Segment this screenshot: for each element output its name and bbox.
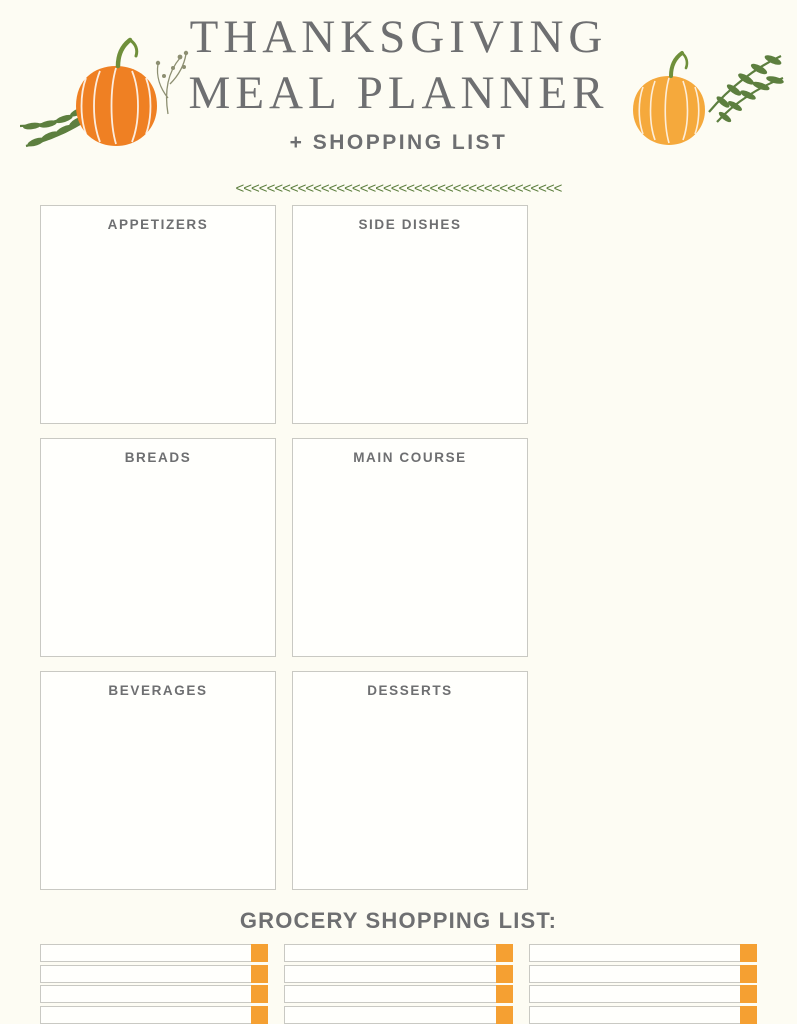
grocery-list-row[interactable] <box>284 965 512 983</box>
page-header <box>0 0 797 205</box>
grocery-item-input[interactable] <box>40 944 251 962</box>
grocery-item-checkbox[interactable] <box>251 965 268 983</box>
grocery-list-row[interactable] <box>529 944 757 962</box>
grocery-item-checkbox[interactable] <box>496 1006 513 1024</box>
grocery-list-row[interactable] <box>40 944 268 962</box>
meal-category-grid <box>40 205 757 890</box>
grocery-list-columns <box>40 944 757 1024</box>
grocery-column-1 <box>40 944 268 1024</box>
grocery-column-2 <box>284 944 512 1024</box>
grocery-item-input[interactable] <box>529 944 740 962</box>
grocery-column-3 <box>529 944 757 1024</box>
grocery-item-checkbox[interactable] <box>740 944 757 962</box>
grocery-item-input[interactable] <box>529 985 740 1003</box>
grocery-list-row[interactable] <box>40 965 268 983</box>
grocery-list-row[interactable] <box>40 1006 268 1024</box>
grocery-item-checkbox[interactable] <box>251 985 268 1003</box>
grocery-list-row[interactable] <box>529 965 757 983</box>
grocery-item-checkbox[interactable] <box>251 944 268 962</box>
grocery-item-input[interactable] <box>529 965 740 983</box>
grocery-list-row[interactable] <box>284 944 512 962</box>
category-box-main-course[interactable] <box>292 438 528 657</box>
grocery-list-row[interactable] <box>40 985 268 1003</box>
category-box-breads[interactable] <box>40 438 276 657</box>
grocery-list-heading: GROCERY SHOPPING LIST: <box>239 908 558 933</box>
page-subtitle: + SHOPPING LIST <box>289 131 508 154</box>
grocery-item-checkbox[interactable] <box>251 1006 268 1024</box>
category-label: DESSERTS <box>367 683 453 698</box>
grocery-item-input[interactable] <box>284 1006 495 1024</box>
grocery-list-row[interactable] <box>284 985 512 1003</box>
page-title-line-1: THANKSGIVING <box>189 11 608 63</box>
category-box-beverages[interactable] <box>40 671 276 890</box>
category-box-side-dishes[interactable] <box>292 205 528 424</box>
category-label: BEVERAGES <box>108 683 208 698</box>
category-box-desserts[interactable] <box>292 671 528 890</box>
category-label: BREADS <box>124 450 192 465</box>
grocery-item-checkbox[interactable] <box>740 985 757 1003</box>
grocery-item-input[interactable] <box>529 1006 740 1024</box>
grocery-item-checkbox[interactable] <box>496 965 513 983</box>
category-label: APPETIZERS <box>107 217 209 232</box>
grocery-list-row[interactable] <box>284 1006 512 1024</box>
grocery-item-input[interactable] <box>40 965 251 983</box>
grocery-item-checkbox[interactable] <box>496 944 513 962</box>
grocery-item-checkbox[interactable] <box>740 965 757 983</box>
grocery-item-checkbox[interactable] <box>496 985 513 1003</box>
grocery-item-input[interactable] <box>40 985 251 1003</box>
category-label: SIDE DISHES <box>358 217 462 232</box>
grocery-item-input[interactable] <box>284 944 495 962</box>
chevron-divider: <<<<<<<<<<<<<<<<<<<<<<<<<<<<<<<<<<<<<<<<<< <box>235 181 562 197</box>
grocery-item-input[interactable] <box>284 965 495 983</box>
grocery-item-input[interactable] <box>284 985 495 1003</box>
category-box-appetizers[interactable] <box>40 205 276 424</box>
grocery-item-checkbox[interactable] <box>740 1006 757 1024</box>
grocery-item-input[interactable] <box>40 1006 251 1024</box>
title-block <box>0 11 797 197</box>
category-label: MAIN COURSE <box>353 450 467 465</box>
page-title-line-2: MEAL PLANNER <box>188 67 609 119</box>
grocery-list-row[interactable] <box>529 1006 757 1024</box>
grocery-list-row[interactable] <box>529 985 757 1003</box>
